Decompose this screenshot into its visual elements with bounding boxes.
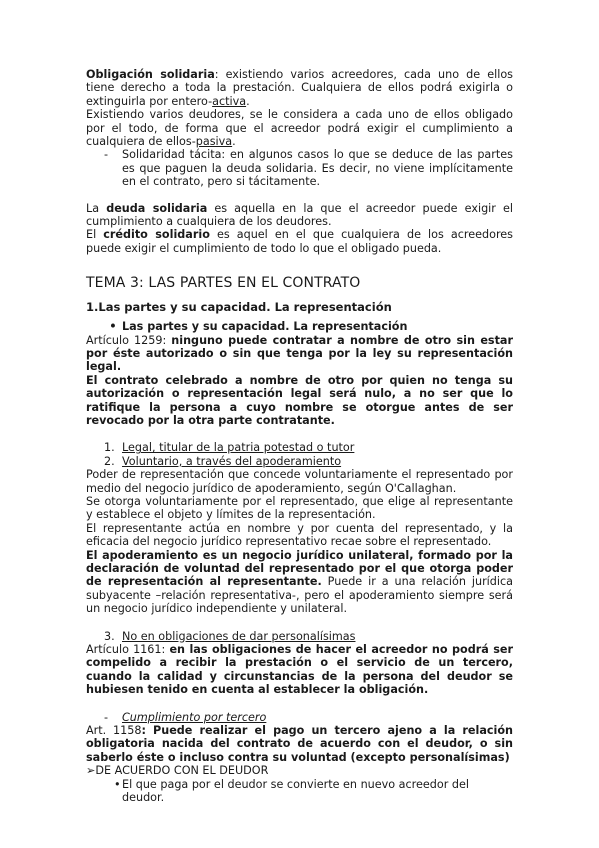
apoderamiento-p2: Se otorga voluntariamente por el representado, que elige al representante y establece el objeto y límites de la representación. [86,494,513,522]
article-text: ninguno puede contratar a nombre de otro sin estar por éste autorizado o sin que tenga por la ley su representación legal. [86,333,513,374]
apoderamiento-definition: El apoderamiento es un negocio jurídico unilateral, formado por la declaración de voluntad del representado por el que otorga poder de representación al representante. [86,548,513,589]
bullet-marker: • [114,777,121,791]
apoderamiento-p1: Poder de representación que concede voluntariamente el representado por medio del negocio jurídico de apoderamiento, según O'Callaghan. [86,468,513,495]
solidarity-term: Obligación solidaria [86,68,215,81]
arrow-icon: ➢ [86,764,96,778]
item-number: 3. [104,629,115,643]
passive-definition: Existiendo varios deudores, se le considera a cada uno de ellos obligado por el todo, de forma que el acreedor podrá exigir el cumplimiento a cualquiera de ellos- [86,108,513,149]
numbered-item [104,455,513,468]
bullet-heading [104,320,513,333]
arrow-item-text: DE ACUERDO CON EL DEUDOR [95,764,269,778]
item-text: Legal, titular de la patria potestad o tutor [122,441,355,455]
apoderamiento-extra: Puede ir a una relación jurídica subyacente –relación representativa-, pero el apoderamiento siempre será un negocio jurídico independiente y unilateral. [86,575,513,616]
debt-term: deuda solidaria [106,201,208,215]
third-party-item [104,711,513,724]
credit-paragraph [86,228,513,255]
sub-bullet-item [114,778,513,805]
spacer [86,427,513,441]
tacit-solidarity-text: Solidaridad tácita: en algunos casos lo que se deduce de las partes es que paguen la deuda solidaria. Es decir, no viene implícitamente en el contrato, pero si tácitamente. [122,148,513,189]
third-party-title: Cumplimiento por tercero [122,710,267,724]
solidarity-definition: : existiendo varios acreedores, cada uno de ellos tiene derecho a toda la prestación. Cualquiera de ellos podrá exigirla o extinguirla por entero- [86,68,513,108]
passive-term: pasiva [195,135,233,149]
debt-paragraph [86,202,513,229]
solidarity-paragraph [86,68,513,108]
spacer [86,616,513,630]
debt-definition: es aquella en la que el acreedor puede exigir el cumplimiento a cualquiera de los deudores. [86,201,513,229]
item-number: 1. [104,441,115,455]
numbered-item [104,630,513,643]
item-text: No en obligaciones de dar personalísimas [122,629,356,643]
period: . [232,135,236,149]
spacer [86,697,513,711]
article-text: : Puede realizar el pago un tercero ajeno a la relación obligatoria nacida del contrato de acuerdo con el deudor, o sin saberlo éste o incluso contra su voluntad (excepto personalísimas) [86,724,513,764]
dash-list-item [104,148,513,188]
item-text: Voluntario, a través del apoderamiento [122,454,342,468]
text: El [86,228,104,242]
credit-definition: es aquel en el que cualquiera de los acreedores puede exigir el cumplimiento de todo lo que el obligado pueda. [86,228,514,255]
dash-marker: - [104,710,109,724]
article-lead: Art. 1158 [86,724,142,738]
credit-term: crédito solidario [103,228,210,242]
arrow-item [86,764,513,777]
passive-paragraph [86,108,513,148]
article-1158 [86,724,513,764]
item-number: 2. [104,454,115,468]
article-1259 [86,334,513,374]
apoderamiento-p4 [86,549,513,616]
tema-heading: TEMA 3: LAS PARTES EN EL CONTRATO [86,275,361,292]
article-lead: Artículo 1259: [86,333,172,347]
text: La [86,201,107,215]
article-text: en las obligaciones de hacer el acreedor no podrá ser compelido a recibir la prestación o el servicio de un tercero, cuando la calidad y circunstancias de la persona del deudor se hubiesen tenido en cuenta al establecer la obligación. [86,643,513,697]
article-1259-continued: El contrato celebrado a nombre de otro por quien no tenga su autorización o representación legal será nulo, a no ser que lo ratifique la persona a cuyo nombre se otorgue antes de ser revocado por la otra parte contratante. [86,373,513,427]
numbered-item [104,441,513,454]
period: . [246,94,250,108]
article-lead: Artículo 1161: [86,643,170,657]
dash-marker: - [104,148,109,162]
article-1161 [86,643,513,697]
spacer [86,189,513,202]
bullet-title: Las partes y su capacidad. La representación [122,320,408,334]
document-page [86,68,513,805]
spacer [86,255,513,273]
section-subtitle: 1.Las partes y su capacidad. La representación [86,299,392,314]
active-term: activa [212,94,247,108]
sub-bullet-text: El que paga por el deudor se convierte en nuevo acreedor del deudor. [122,777,469,805]
apoderamiento-p3: El representante actúa en nombre y por cuenta del representado, y la eficacia del negocio jurídico representativo recae sobre el representado. [86,521,513,549]
bullet-marker: • [109,320,117,334]
